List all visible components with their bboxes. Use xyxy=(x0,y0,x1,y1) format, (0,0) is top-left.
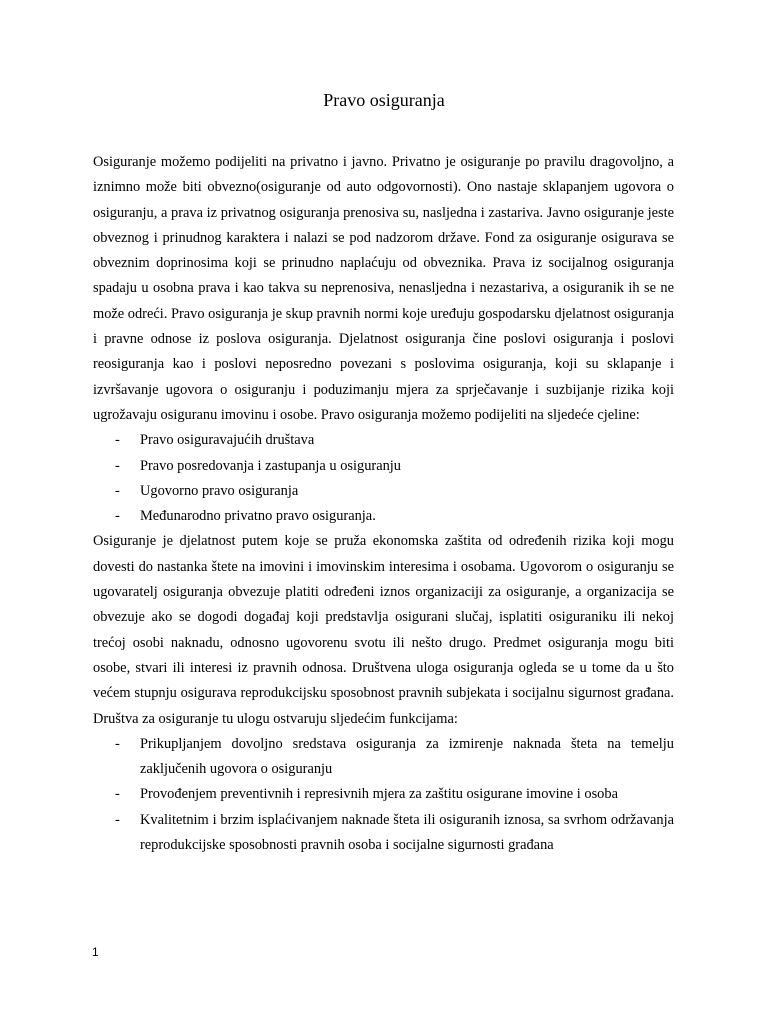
list-marker: - xyxy=(115,432,120,449)
list-item xyxy=(93,504,674,529)
list-marker: - xyxy=(115,735,120,752)
document-body xyxy=(93,150,674,858)
list-item-text: Prikupljanjem dovoljno sredstava osiguranja za izmirenje naknada šteta na temelju zaključenih ugovora o osiguranju xyxy=(140,735,674,778)
list-item-text: Međunarodno privatno pravo osiguranja. xyxy=(140,508,376,525)
list-item-text: Pravo osiguravajućih društava xyxy=(140,432,315,449)
list-item-text: Ugovorno pravo osiguranja xyxy=(140,482,299,499)
list-item xyxy=(93,732,674,783)
paragraph-intro: Osiguranje možemo podijeliti na privatno i javno. Privatno je osiguranje po pravilu dragovoljno, a iznimno može biti obvezno(osiguranje od auto odgovornosti). Ono nastaje sklapanjem ugovora o osiguranju, a prava iz privatnog osiguranja prenosiva su, nasljedna i zastariva. Javno osiguranje jeste obveznog i prinudnog karaktera i nalazi se pod nadzorom države. Fond za osiguranje osigurava se obveznim doprinosima koji se prinudno naplaćuju od obveznika. Prava iz socijalnog osiguranja spadaju u osobna prava i kao takva su neprenosiva, nenasljedna i nezastariva, a osiguranik ih se ne može odreći. Pravo osiguranja je skup pravnih normi koje uređuju gospodarsku djelatnost osiguranja i pravne odnose iz poslova osiguranja. Djelatnost osiguranja čine poslovi osiguranja i poslovi reosiguranja kao i poslovi neposredno povezani s poslovima osiguranja, koji su sklapanje i izvršavanje ugovora o osiguranju i poduzimanju mjera za sprječavanje i suzbijanje rizika koji ugrožavaju osiguranu imovinu i osobe. Pravo osiguranja možemo podijeliti na sljedeće cjeline: xyxy=(93,154,674,423)
list-marker: - xyxy=(115,508,120,525)
list-item-text: Pravo posredovanja i zastupanja u osiguranju xyxy=(140,457,401,474)
paragraph-definition: Osiguranje je djelatnost putem koje se pruža ekonomska zaštita od određenih rizika koji mogu dovesti do nastanka štete na imovini i imovinskim interesima i osobama. Ugovorom o osiguranju se ugovaratelj osiguranja obvezuje platiti određeni iznos organizaciji za osiguranje, a organizacija se obvezuje ako se dogodi događaj koji predstavlja osigurani slučaj, isplatiti osiguraniku ili nekoj trećoj osobi naknadu, odnosno ugovorenu svotu ili nešto drugo. Predmet osiguranja mogu biti osobe, stvari ili interesi iz pravnih odnosa. Društvena uloga osiguranja ogleda se u tome da u što većem stupnju osigurava reprodukcijsku sposobnost pravnih subjekata i socijalnu sigurnost građana. Društva za osiguranje tu ulogu ostvaruju sljedećim funkcijama: xyxy=(93,533,674,727)
list-item-text: Kvalitetnim i brzim isplaćivanjem naknade šteta ili osiguranih iznosa, sa svrhom održavanja reprodukcijske sposobnosti pravnih osoba i socijalne sigurnosti građana xyxy=(140,811,674,854)
list-item xyxy=(93,808,674,859)
list-item xyxy=(93,454,674,479)
bullet-list-areas xyxy=(93,428,674,529)
bullet-list-functions xyxy=(93,732,674,858)
list-item-text: Provođenjem preventivnih i represivnih mjera za zaštitu osigurane imovine i osoba xyxy=(140,786,618,803)
list-item xyxy=(93,479,674,504)
page-number: 1 xyxy=(92,945,99,959)
list-marker: - xyxy=(115,482,120,499)
list-item xyxy=(93,428,674,453)
list-marker: - xyxy=(115,457,120,474)
list-marker: - xyxy=(115,811,120,828)
page-title: Pravo osiguranja xyxy=(323,90,445,110)
list-item xyxy=(93,782,674,807)
list-marker: - xyxy=(115,786,120,803)
